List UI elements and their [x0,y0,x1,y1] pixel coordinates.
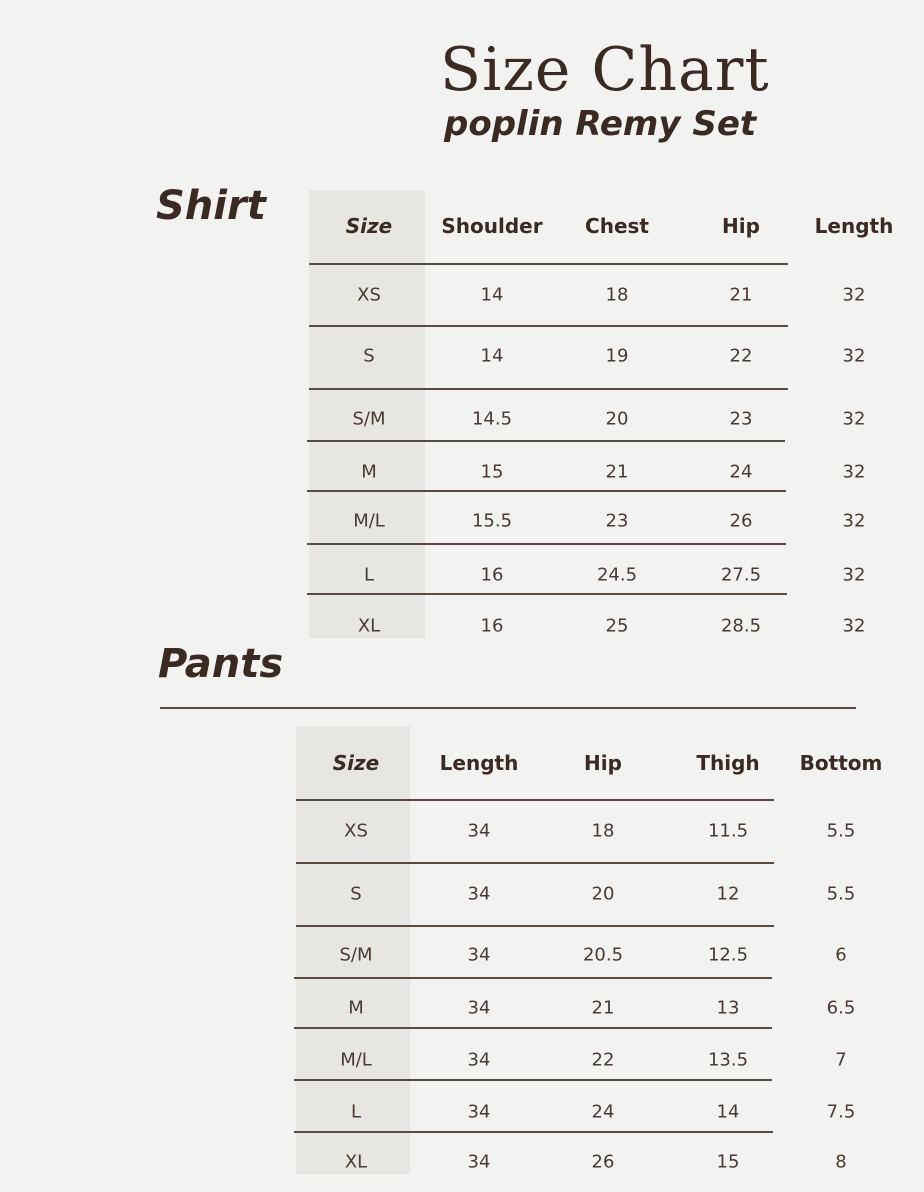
pants-measurement-cell: 15 [716,1151,740,1173]
pants-measurement-cell: 26 [591,1151,615,1173]
pants-row-divider [294,1027,772,1029]
pants-size-cell: M/L [340,1049,372,1071]
page-title: Size Chart [440,35,770,105]
shirt-row-divider [309,263,788,265]
shirt-size-cell: XL [357,615,381,637]
shirt-row-divider [309,325,788,327]
pants-divider [160,707,856,709]
shirt-measurement-cell: 15 [480,461,504,483]
pants-measurement-cell: 7 [835,1049,847,1071]
shirt-section-label: Shirt [156,183,266,229]
pants-measurement-cell: 24 [591,1101,615,1123]
pants-row-divider [294,1131,773,1133]
shirt-column-header: Shoulder [441,214,543,238]
shirt-measurement-cell: 32 [842,510,866,532]
pants-column-header: Thigh [696,751,760,775]
shirt-measurement-cell: 24 [729,461,753,483]
shirt-measurement-cell: 23 [729,408,753,430]
pants-size-cell: XL [344,1151,368,1173]
shirt-column-header: Size [345,214,393,238]
shirt-column-header: Chest [585,214,649,238]
pants-measurement-cell: 20 [591,883,615,905]
pants-measurement-cell: 34 [467,820,491,842]
page-subtitle: poplin Remy Set [444,104,757,144]
pants-measurement-cell: 5.5 [826,820,856,842]
pants-measurement-cell: 12 [716,883,740,905]
shirt-size-cell: S [363,345,375,367]
shirt-measurement-cell: 16 [480,615,504,637]
shirt-measurement-cell: 20 [605,408,629,430]
shirt-column-header: Hip [722,214,760,238]
shirt-measurement-cell: 22 [729,345,753,367]
pants-column-header: Bottom [799,751,883,775]
shirt-size-cell: M/L [353,510,385,532]
shirt-measurement-cell: 28.5 [720,615,762,637]
pants-measurement-cell: 34 [467,1049,491,1071]
shirt-measurement-cell: 26 [729,510,753,532]
pants-measurement-cell: 5.5 [826,883,856,905]
shirt-measurement-cell: 25 [605,615,629,637]
shirt-size-cell: S/M [352,408,386,430]
pants-measurement-cell: 34 [467,944,491,966]
pants-measurement-cell: 7.5 [826,1101,856,1123]
shirt-measurement-cell: 21 [729,284,753,306]
shirt-measurement-cell: 14 [480,345,504,367]
shirt-measurement-cell: 23 [605,510,629,532]
shirt-measurement-cell: 15.5 [471,510,513,532]
pants-column-header: Hip [584,751,622,775]
shirt-row-divider [307,593,787,595]
pants-measurement-cell: 13.5 [707,1049,749,1071]
shirt-size-cell: XS [357,284,381,306]
shirt-row-divider [307,440,785,442]
pants-measurement-cell: 12.5 [707,944,749,966]
shirt-row-divider [307,490,786,492]
pants-measurement-cell: 34 [467,1151,491,1173]
shirt-measurement-cell: 14 [480,284,504,306]
pants-measurement-cell: 22 [591,1049,615,1071]
shirt-row-divider [307,543,786,545]
pants-measurement-cell: 21 [591,997,615,1019]
shirt-measurement-cell: 19 [605,345,629,367]
shirt-measurement-cell: 32 [842,345,866,367]
pants-column-header: Size [332,751,380,775]
pants-row-divider [296,799,774,801]
pants-size-cell: M [348,997,364,1019]
shirt-size-cell: L [363,564,375,586]
pants-row-divider [296,925,774,927]
pants-measurement-cell: 6.5 [826,997,856,1019]
pants-measurement-cell: 11.5 [707,820,749,842]
shirt-measurement-cell: 32 [842,461,866,483]
shirt-measurement-cell: 32 [842,564,866,586]
shirt-column-header: Length [814,214,894,238]
pants-size-cell: L [350,1101,362,1123]
shirt-measurement-cell: 32 [842,284,866,306]
shirt-measurement-cell: 24.5 [596,564,638,586]
pants-measurement-cell: 34 [467,1101,491,1123]
pants-size-cell: S/M [339,944,373,966]
pants-size-cell: S [350,883,362,905]
shirt-measurement-cell: 27.5 [720,564,762,586]
pants-measurement-cell: 34 [467,997,491,1019]
pants-measurement-cell: 20.5 [582,944,624,966]
pants-measurement-cell: 18 [591,820,615,842]
pants-size-cell: XS [344,820,368,842]
pants-row-divider [294,1079,772,1081]
shirt-measurement-cell: 14.5 [471,408,513,430]
shirt-size-cell: M [361,461,377,483]
pants-measurement-cell: 13 [716,997,740,1019]
pants-measurement-cell: 34 [467,883,491,905]
pants-measurement-cell: 6 [835,944,847,966]
shirt-measurement-cell: 21 [605,461,629,483]
shirt-measurement-cell: 16 [480,564,504,586]
pants-section-label: Pants [158,641,284,687]
pants-column-header: Length [439,751,519,775]
shirt-row-divider [309,388,788,390]
pants-measurement-cell: 14 [716,1101,740,1123]
pants-row-divider [296,862,774,864]
pants-row-divider [294,977,772,979]
shirt-measurement-cell: 32 [842,408,866,430]
shirt-measurement-cell: 32 [842,615,866,637]
shirt-measurement-cell: 18 [605,284,629,306]
pants-measurement-cell: 8 [835,1151,847,1173]
